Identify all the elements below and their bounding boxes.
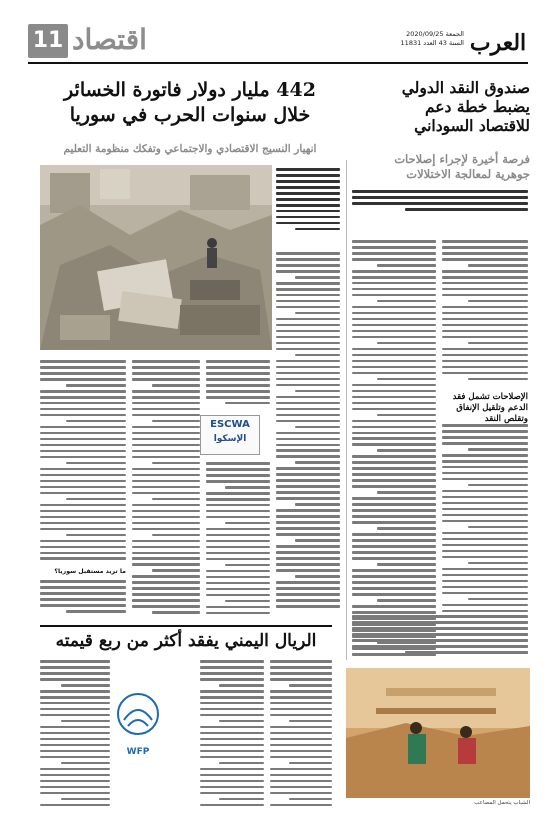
yemen-column-1 [270,660,332,810]
issue-info [368,30,464,47]
wfp-logo-text: WFP [126,747,150,757]
issue-date: الجمعة 2020/09/25 [406,30,464,38]
right-bottom-column [352,615,528,660]
yemen-column-2 [200,660,264,810]
main-lead-column [276,168,340,248]
right-story-lead-lines [352,190,528,230]
newspaper-logo: العرب [469,30,527,56]
bottom-photo-caption: الشباب يتحمل المصاعب [474,800,530,806]
yemen-column-3 [40,660,110,810]
main-column-2b [206,462,270,622]
column-divider [346,160,347,660]
bottom-photo [346,668,530,798]
escwa-logo-arabic: الإسكوا [213,434,247,444]
right-story-subhead: فرصة أخيرة لإجراء إصلاحات جوهرية لمعالجة الاختلالات [394,152,530,181]
question-subhead: ما تريد مستقبل سوريا؟ [54,568,126,575]
main-column-3 [132,360,200,622]
main-subhead: انهيار النسيج الاقتصادي والاجتماعي وتفكك منظومة التعليم [63,143,317,155]
wfp-logo [114,690,162,746]
right-column-a [442,240,528,388]
escwa-logo: ESCWA [210,419,250,430]
main-column-2 [206,360,270,410]
page-number-badge: 11 [28,24,68,58]
issue-number: السنة 43 العدد 11831 [400,38,464,47]
yemen-headline: الريال اليمني يفقد أكثر من ربع قيمته [55,631,317,651]
main-column-4b [40,580,126,622]
main-headline-line2: خلال سنوات الحرب في سوريا [69,104,311,126]
main-column-4 [40,360,126,565]
right-story-headline: صندوق النقد الدولي يضبط خطة دعم للاقتصاد السوداني [401,78,530,135]
rubble-photo [40,165,272,350]
main-headline-line1: 442 مليار دولار فاتورة الخسائر [64,79,316,101]
right-column-b [352,240,436,660]
masthead-rule [28,62,528,64]
main-headline [40,78,340,128]
main-column-1 [276,252,340,622]
right-box-title: الإصلاحات تشمل فقد الدعم وتلقيل الإنفاق وتقلص النقد [452,392,528,424]
yemen-rule [40,625,332,627]
section-title: اقتصاد [72,23,147,56]
